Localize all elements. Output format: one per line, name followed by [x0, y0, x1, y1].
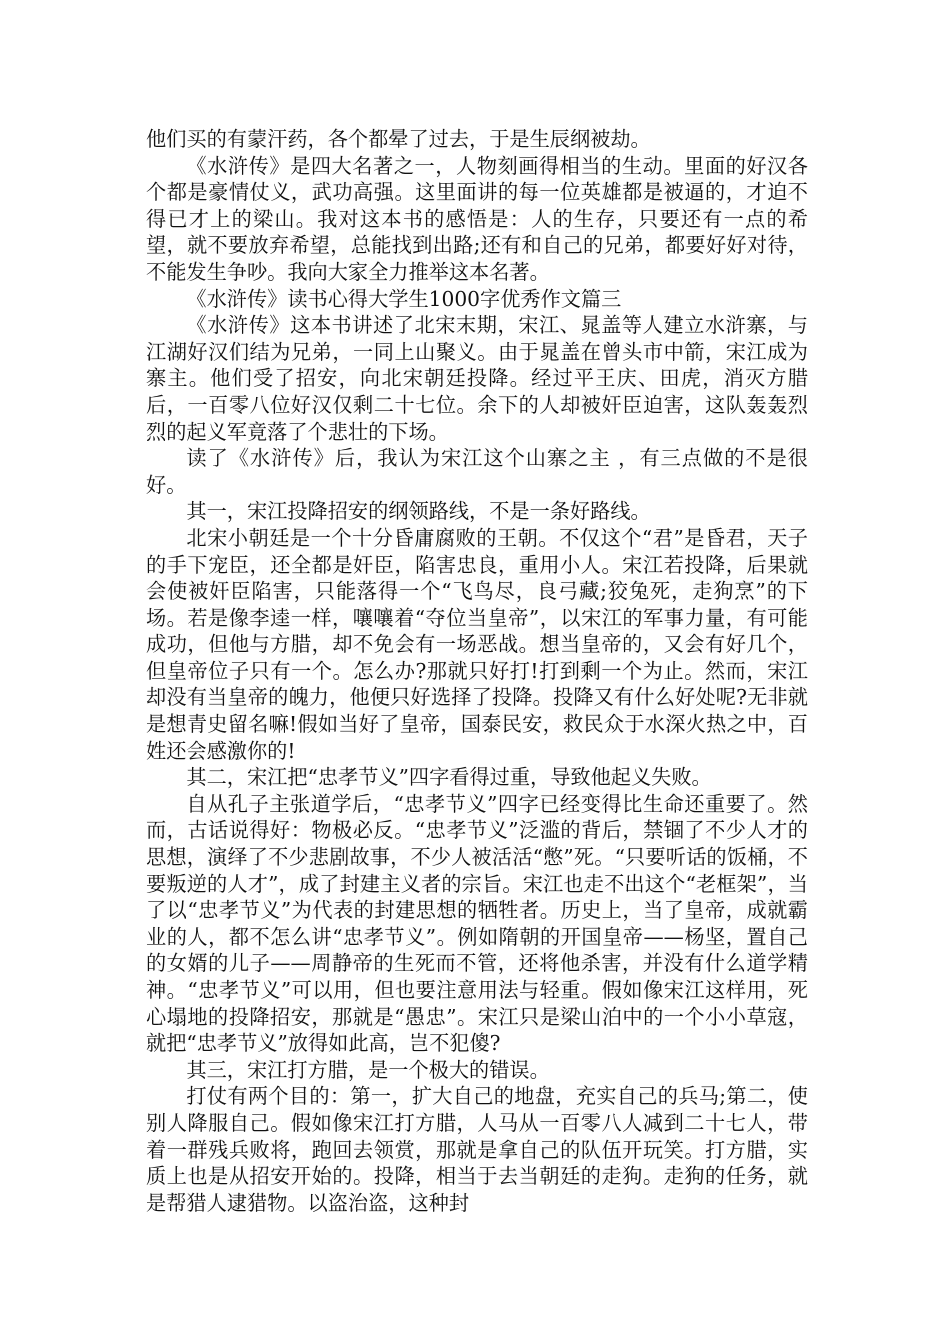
paragraph: 《水浒传》这本书讲述了北宋末期，宋江、晁盖等人建立水浒寨，与江湖好汉们结为兄弟，一同上山聚义。由于晁盖在曾头市中箭，宋江成为寨主。他们受了招安，向北宋朝廷投降。经过平王庆、田虎，消灭方腊后，一百零八位好汉仅剩二十七位。余下的人却被奸臣迫害，这队轰轰烈烈的起义军竟落了个悲壮的下场。: [146, 313, 808, 444]
section-heading: 《水浒传》读书心得大学生1000字优秀作文篇三: [186, 286, 622, 311]
paragraph: 其二，宋江把“忠孝节义”四字看得过重，导致他起义失败。: [186, 765, 712, 790]
paragraph-continuation: 他们买的有蒙汗药，各个都晕了过去，于是生辰纲被劫。: [146, 127, 651, 151]
paragraph: 打仗有两个目的：第一，扩大自己的地盘，充实自己的兵马;第二，使别人降服自己。假如像宋江打方腊，人马从一百零八人减到二十七人，带着一群残兵败将，跑回去领赏，那就是拿自己的队伍开玩笑。打方腊，实质上也是从招安开始的。投降，相当于去当朝廷的走狗。走狗的任务，就是帮猎人逮猎物。以盗治盗，这种封: [146, 1084, 808, 1215]
paragraph: 其一，宋江投降招安的纲领路线，不是一条好路线。: [186, 499, 651, 524]
paragraph: 其三，宋江打方腊，是一个极大的错误。: [186, 1057, 550, 1082]
paragraph: 《水浒传》是四大名著之一，人物刻画得相当的生动。里面的好汉各个都是豪情仗义，武功高强。这里面讲的每一位英雄都是被逼的，才迫不得已才上的梁山。我对这本书的感悟是：人的生存，只要还有一点的希望，就不要放弃希望，总能找到出路;还有和自己的兄弟，都要好好对待，不能发生争吵。我向大家全力推举这本名著。: [146, 153, 808, 284]
paragraph: 读了《水浒传》后，我认为宋江这个山寨之主 ，有三点做的不是很好。: [146, 446, 808, 497]
paragraph: 自从孔子主张道学后，“忠孝节义”四字已经变得比生命还重要了。然而，古话说得好：物极必反。“忠孝节义”泛滥的背后，禁锢了不少人才的思想，演绎了不少悲剧故事，不少人被活活“憋”死。“只要听话的饭桶，不要叛逆的人才”，成了封建主义者的宗旨。宋江也走不出这个“老框架”，当了以“忠孝节义”为代表的封建思想的牺牲者。历史上，当了皇帝，成就霸业的人，都不怎么讲“忠孝节义”。例如隋朝的开国皇帝——杨坚，置自己的女婿的儿子——周静帝的生死而不管，还将他杀害，并没有什么道学精神。“忠孝节义”可以用，但也要注意用法与轻重。假如像宋江这样用，死心塌地的投降招安，那就是“愚忠”。宋江只是梁山泊中的一个小小草寇，就把“忠孝节义”放得如此高，岂不犯傻?: [146, 791, 808, 1056]
document-page: [146, 126, 808, 1216]
paragraph: 北宋小朝廷是一个十分昏庸腐败的王朝。不仅这个“君”是昏君，天子的手下宠臣，还全都是奸臣，陷害忠良，重用小人。宋江若投降，后果就会使被奸臣陷害，只能落得一个“飞鸟尽，良弓藏;狡兔死，走狗烹”的下场。若是像李逵一样，嚷嚷着“夺位当皇帝”，以宋江的军事力量，有可能成功，但他与方腊，却不免会有一场恶战。想当皇帝的，又会有好几个，但皇帝位子只有一个。怎么办?那就只好打!打到剩一个为止。然而，宋江却没有当皇帝的魄力，他便只好选择了投降。投降又有什么好处呢?无非就是想青史留名嘛!假如当好了皇帝，国泰民安，救民众于水深火热之中，百姓还会感激你的!: [146, 525, 808, 763]
